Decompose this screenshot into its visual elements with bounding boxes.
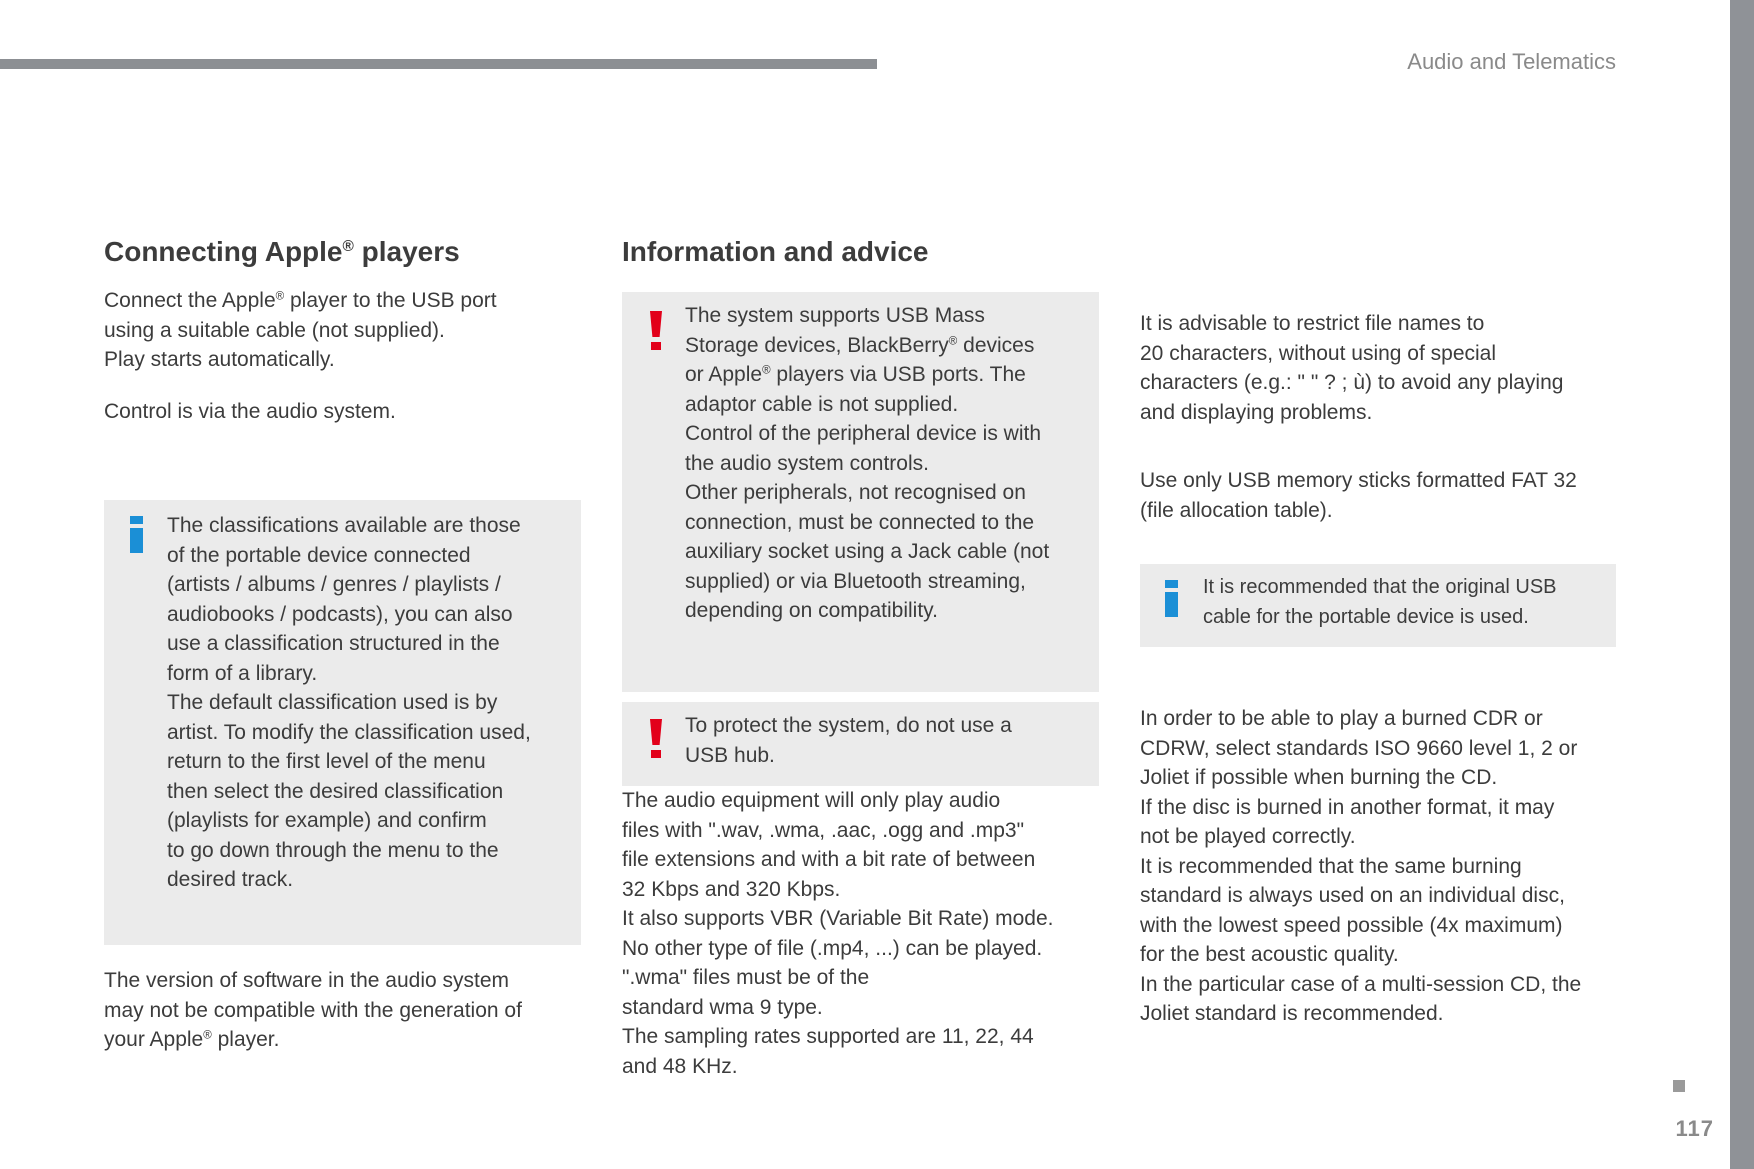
- information-advice-heading: Information and advice: [622, 236, 929, 267]
- classification-info-text: The classifications available are those of the portable device connected (artists / albums / genres / playlists / audiobooks / podcasts), you can also use a classification structured in the form of a library. The default classification used is by artist. To modify the classification used, return to the first level of the menu then select the desired classification (playlists for example) and confirm to go down through the menu to the desired track.: [167, 514, 531, 891]
- connecting-apple-heading: Connecting Apple® players: [104, 236, 460, 267]
- page-number: 117: [1675, 1116, 1714, 1141]
- page-edge-strip: [1730, 0, 1754, 1169]
- usb-format-advice: Use only USB memory sticks formatted FAT 32 (file allocation table).: [1140, 469, 1577, 522]
- usb-hub-warning-text: To protect the system, do not use a USB hub.: [685, 714, 1012, 767]
- usb-hub-warning-box: [622, 702, 1099, 786]
- classification-info-box: [104, 500, 581, 945]
- cd-burning-advice: In order to be able to play a burned CDR or CDRW, select standards ISO 9660 level 1, 2 or Joliet if possible when burning the CD. If the disc is burned in another format, it may not be played correctly. It is recommended that the same burning standard is always used on an individual disc, with the lowest speed possible (4x maximum) for the best acoustic quality. In the particular case of a multi-session CD, the Joliet standard is recommended.: [1140, 707, 1582, 1025]
- connect-instructions: Connect the Apple® player to the USB port using a suitable cable (not supplied). Play starts automatically.: [104, 289, 497, 371]
- header-rule: [0, 59, 877, 69]
- page-marker: [1673, 1080, 1685, 1092]
- control-note: Control is via the audio system.: [104, 400, 396, 423]
- audio-formats-text: The audio equipment will only play audio files with ".wav, .wma, .aac, .ogg and .mp3" file extensions and with a bit rate of between 32 Kbps and 320 Kbps. It also supports VBR (Variable Bit Rate) mode. No other type of file (.mp4, ...) can be played. ".wma" files must be of the standard wma 9 type. The sampling rates supported are 11, 22, 44 and 48 KHz.: [622, 789, 1054, 1078]
- usb-support-warning-text: The system supports USB Mass Storage devices, BlackBerry® devices or Apple® players via USB ports. The adaptor cable is not supplied. Control of the peripheral device is with the audio system controls. Other peripherals, not recognised on connection, must be connected to the auxiliary socket using a Jack cable (not supplied) or via Bluetooth streaming, depending on compatibility.: [685, 304, 1050, 622]
- usb-support-warning-box: [622, 292, 1099, 692]
- file-names-advice: It is advisable to restrict file names to 20 characters, without using of special characters (e.g.: " " ? ; ù) to avoid any playing and displaying problems.: [1140, 312, 1564, 424]
- section-title: Audio and Telematics: [1407, 49, 1616, 74]
- usb-cable-info-box: [1140, 564, 1616, 647]
- software-version-note: The version of software in the audio system may not be compatible with the generation of your Apple® player.: [104, 969, 522, 1051]
- usb-cable-info-text: It is recommended that the original USB cable for the portable device is used.: [1203, 576, 1557, 628]
